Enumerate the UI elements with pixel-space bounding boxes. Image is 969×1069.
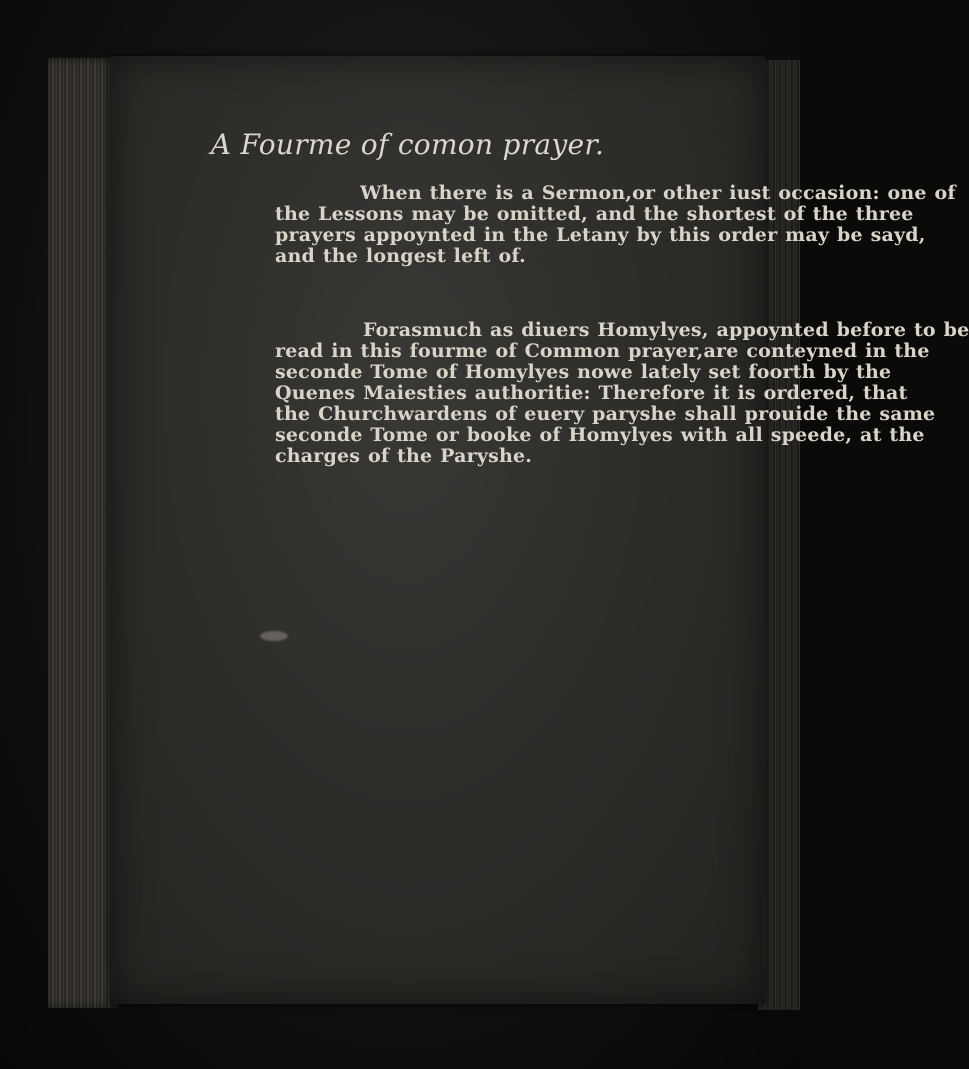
text-line: When there is a Sermon,or other iust occasion: one of <box>360 182 956 204</box>
text-line: Forasmuch as diuers Homylyes, appoynted before to be <box>363 319 969 341</box>
text-line: prayers appoynted in the Letany by this order may be sayd, <box>275 224 926 246</box>
text-line: and the longest left of. <box>275 245 526 267</box>
rubric-paragraph-2 <box>110 319 969 467</box>
text-line: read in this fourme of Common prayer,are conteyned in the <box>275 340 930 362</box>
page-header <box>110 128 765 161</box>
text-line: the Lessons may be omitted, and the shortest of the three <box>275 203 914 225</box>
rubric-paragraph-1 <box>110 182 956 267</box>
book-spine-edge <box>48 58 118 1008</box>
text-line: charges of the Paryshe. <box>275 445 533 467</box>
running-title: A Fourme of comon prayer. <box>210 128 605 161</box>
text-line: the Churchwardens of euery paryshe shall prouide the same <box>275 403 936 425</box>
text-line: seconde Tome or booke of Homylyes with all speede, at the <box>275 424 925 446</box>
ink-blot <box>260 631 288 641</box>
text-line: seconde Tome of Homylyes nowe lately set foorth by the <box>275 361 892 383</box>
text-line: Quenes Maiesties authoritie: Therefore it is ordered, that <box>275 382 908 404</box>
book-page <box>110 56 969 1004</box>
